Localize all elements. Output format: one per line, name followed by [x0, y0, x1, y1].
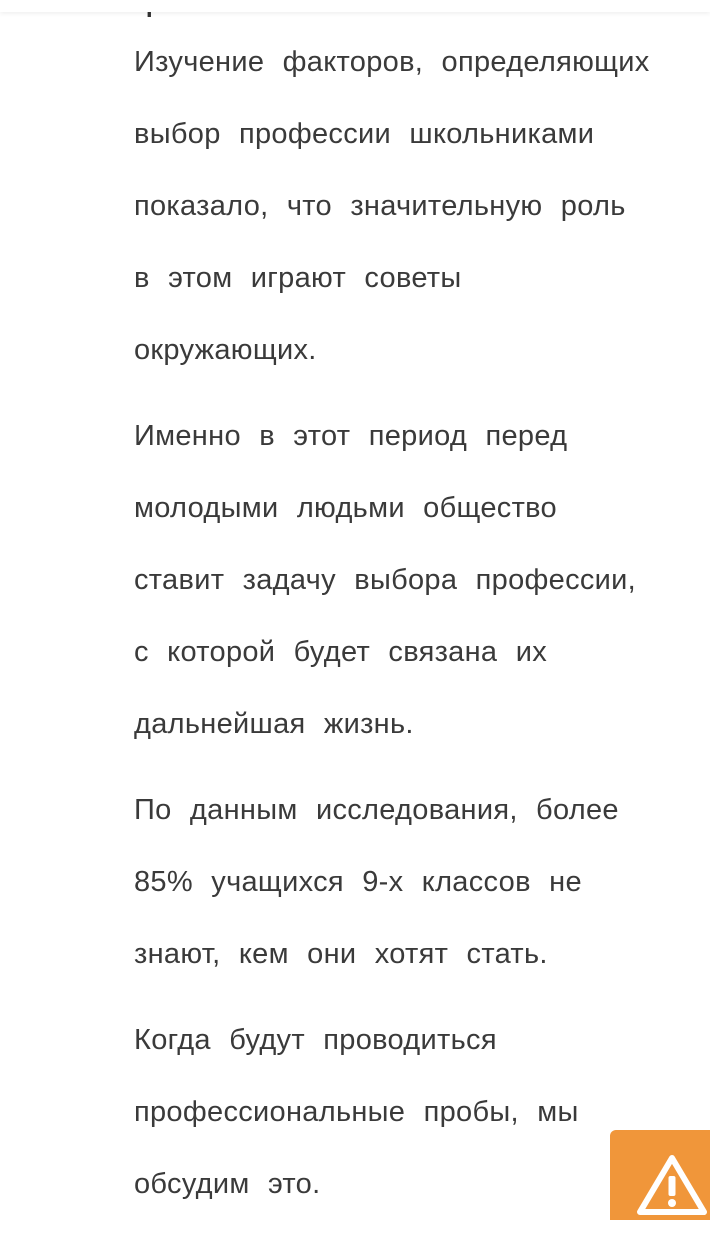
text-line: Изучение факторов, определяющих — [134, 46, 650, 78]
paragraph-2 — [134, 400, 694, 760]
text-line: молодыми людьми общество — [134, 492, 557, 524]
text-line: профессиональные пробы, мы — [134, 1096, 579, 1128]
text-line: Когда будут проводиться — [134, 1024, 497, 1056]
text-line: окружающих. — [134, 334, 317, 366]
paragraph-3 — [134, 774, 694, 990]
text-line: показало, что значительную роль — [134, 190, 626, 222]
article-text — [134, 26, 694, 1234]
text-line: 85% учащихся 9-х классов не — [134, 866, 582, 898]
text-line: обсудим это. — [134, 1168, 321, 1200]
warning-icon — [636, 1154, 708, 1216]
text-line: знают, кем они хотят стать. — [134, 938, 548, 970]
text-line: дальнейшая жизнь. — [134, 708, 414, 740]
top-bar — [0, 0, 710, 12]
text-line: с которой будет связана их — [134, 636, 548, 668]
text-line: Именно в этот период перед — [134, 420, 568, 452]
text-line: в этом играют советы — [134, 262, 462, 294]
text-line: ставит задачу выбора профессии, — [134, 564, 637, 596]
text-line: выбор профессии школьниками — [134, 118, 595, 150]
paragraph-1 — [134, 26, 694, 386]
text-line: По данным исследования, более — [134, 794, 619, 826]
report-warning-button[interactable] — [610, 1130, 710, 1220]
